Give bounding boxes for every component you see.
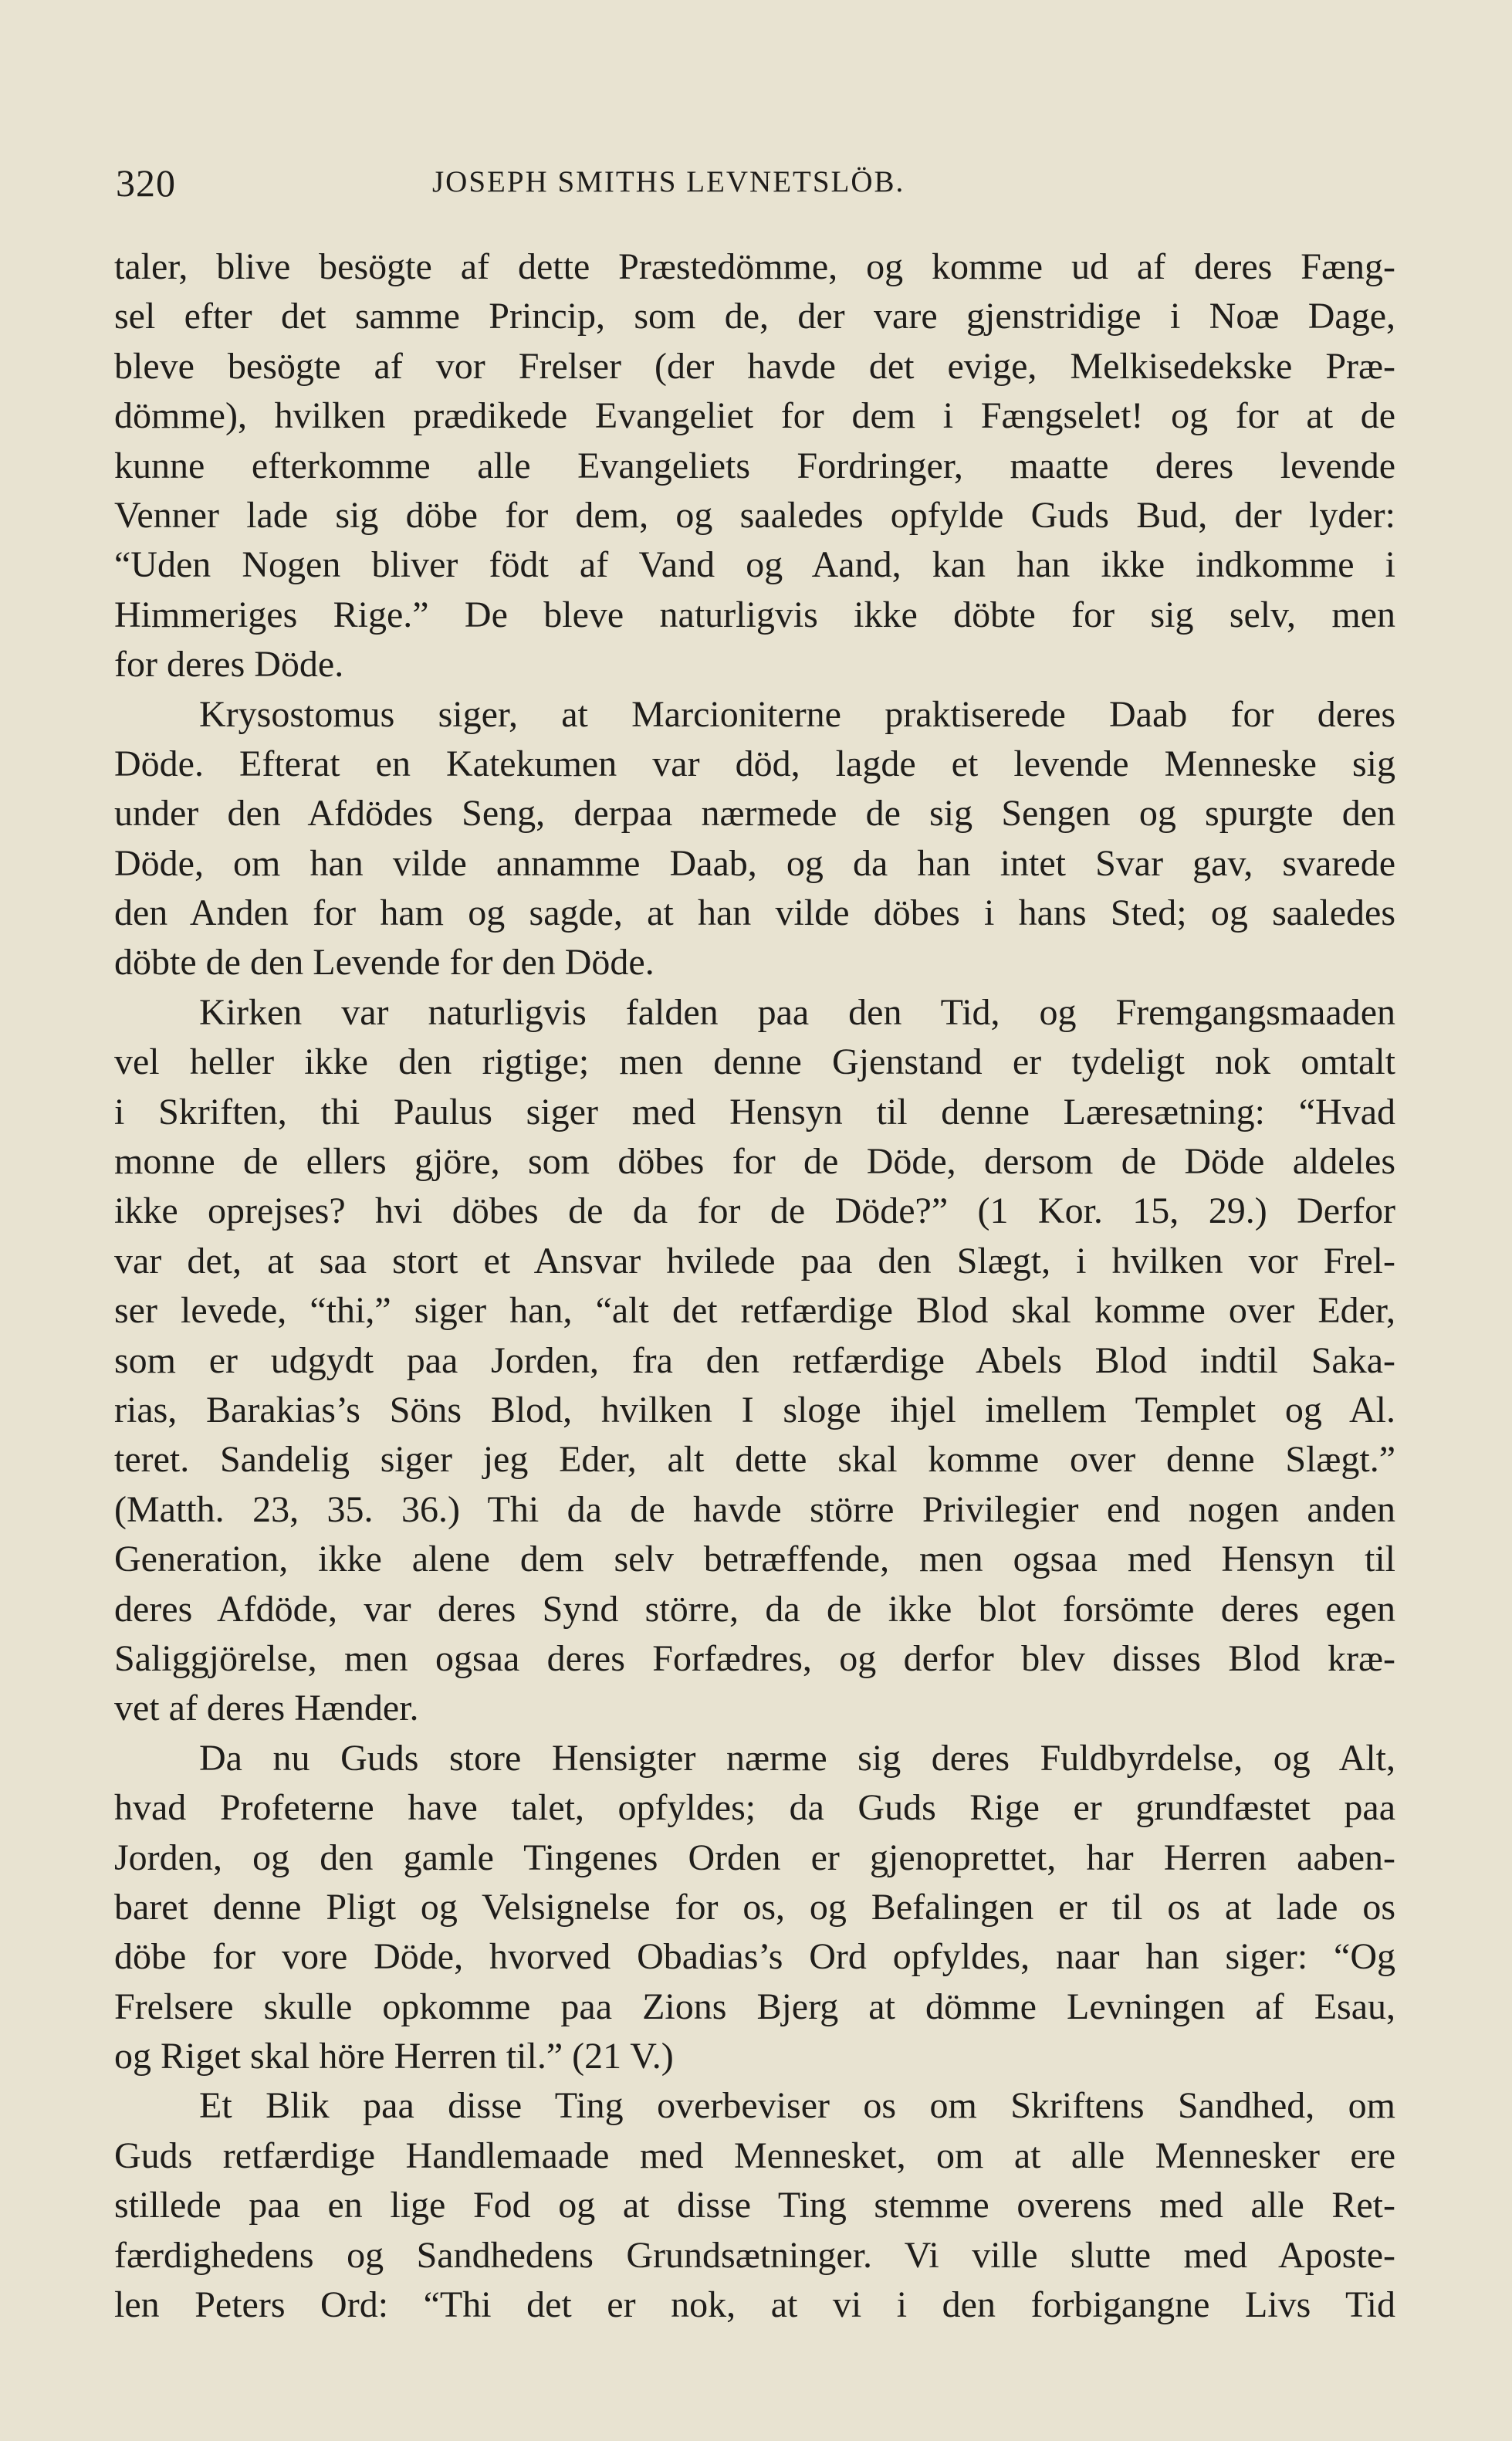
text-line: taler, blive besögte af dette Præstedömme, og komme ud af deres Fæng- [114,246,1395,287]
text-line: Himmeriges Rige.” De bleve naturligvis ikke döbte for sig selv, men [114,594,1395,635]
paragraph-first-line: Krysostomus siger, at Marcioniterne praktiserede Daab for deres [199,693,1395,735]
text-line: og Riget skal höre Herren til.” (21 V.) [114,2036,674,2077]
text-line: bleve besögte af vor Frelser (der havde det evige, Melkisedekske Præ- [114,345,1395,387]
text-line: færdighedens og Sandhedens Grundsætninger. Vi ville slutte med Aposte- [114,2234,1395,2276]
text-line: under den Afdödes Seng, derpaa nærmede de sig Sengen og spurgte den [114,793,1395,835]
text-line: döbe for vore Döde, hvorved Obadias’s Ord opfyldes, naar han siger: “Og [114,1936,1395,1978]
text-line: Venner lade sig döbe for dem, og saaledes opfylde Guds Bud, der lyder: [114,494,1395,536]
text-line: var det, at saa stort et Ansvar hvilede paa den Slægt, i hvilken vor Frel- [114,1240,1395,1281]
text-line: i Skriften, thi Paulus siger med Hensyn til denne Læresætning: “Hvad [114,1091,1395,1132]
text-line: Frelsere skulle opkomme paa Zions Bjerg at dömme Levningen af Esau, [114,1986,1395,2027]
text-line: Döde, om han vilde annamme Daab, og da han intet Svar gav, svarede [114,842,1395,884]
text-line: for deres Döde. [114,644,344,686]
text-line: “Uden Nogen bliver födt af Vand og Aand, kan han ikke indkomme i [114,544,1395,586]
text-line: baret denne Pligt og Velsignelse for os, og Befalingen er til os at lade os [114,1886,1395,1928]
text-line: kunne efterkomme alle Evangeliets Fordringer, maatte deres levende [114,445,1395,486]
running-title: JOSEPH SMITHS LEVNETSLÖB. [432,165,905,198]
text-line: Generation, ikke alene dem selv betræffende, men ogsaa med Hensyn til [114,1539,1395,1580]
text-line: ikke oprejses? hvi döbes de da for de Döde?” (1 Kor. 15, 29.) Derfor [114,1190,1395,1232]
text-line: dömme), hvilken prædikede Evangeliet for dem i Fængselet! og for at de [114,395,1395,437]
paragraph-first-line: Et Blik paa disse Ting overbeviser os om Skriftens Sandhed, om [199,2085,1395,2127]
text-line: Saliggjörelse, men ogsaa deres Forfædres, og derfor blev disses Blod kræ- [114,1637,1395,1679]
text-line: Döde. Efterat en Katekumen var död, lagde et levende Menneske sig [114,743,1395,784]
text-line: Guds retfærdige Handlemaade med Mennesket, om at alle Mennesker ere [114,2135,1395,2176]
text-line: teret. Sandelig siger jeg Eder, alt dette skal komme over denne Slægt.” [114,1439,1395,1481]
paragraph-first-line: Kirken var naturligvis falden paa den Tid, og Fremgangsmaaden [199,991,1395,1033]
text-line: vet af deres Hænder. [114,1688,419,1729]
text-line: (Matth. 23, 35. 36.) Thi da de havde större Privilegier end nogen anden [114,1488,1395,1530]
text-line: monne de ellers gjöre, som döbes for de Döde, dersom de Döde aldeles [114,1141,1395,1183]
paragraph-first-line: Da nu Guds store Hensigter nærme sig deres Fuldbyrdelse, og Alt, [199,1737,1395,1779]
text-line: den Anden for ham og sagde, at han vilde döbes i hans Sted; og saaledes [114,892,1395,934]
text-line: rias, Barakias’s Söns Blod, hvilken I sloge ihjel imellem Templet og Al. [114,1389,1395,1430]
text-line: hvad Profeterne have talet, opfyldes; da Guds Rige er grundfæstet paa [114,1787,1395,1829]
text-line: vel heller ikke den rigtige; men denne Gjenstand er tydeligt nok omtalt [114,1041,1395,1083]
text-line: sel efter det samme Princip, som de, der vare gjenstridige i Noæ Dage, [114,296,1395,337]
text-line: ser levede, “thi,” siger han, “alt det retfærdige Blod skal komme over Eder, [114,1290,1395,1332]
text-line: döbte de den Levende for den Döde. [114,942,655,984]
text-line: Jorden, og den gamle Tingenes Orden er gjenoprettet, har Herren aaben- [114,1837,1395,1878]
running-head [116,161,1397,207]
text-line: deres Afdöde, var deres Synd större, da de ikke blot forsömte deres egen [114,1588,1395,1630]
text-line: stillede paa en lige Fod og at disse Ting stemme overens med alle Ret- [114,2185,1395,2226]
body-text [114,242,1395,2330]
page-number: 320 [116,161,176,205]
text-line: len Peters Ord: “Thi det er nok, at vi i den forbigangne Livs Tid [114,2284,1395,2326]
text-line: som er udgydt paa Jorden, fra den retfærdige Abels Blod indtil Saka- [114,1339,1395,1381]
